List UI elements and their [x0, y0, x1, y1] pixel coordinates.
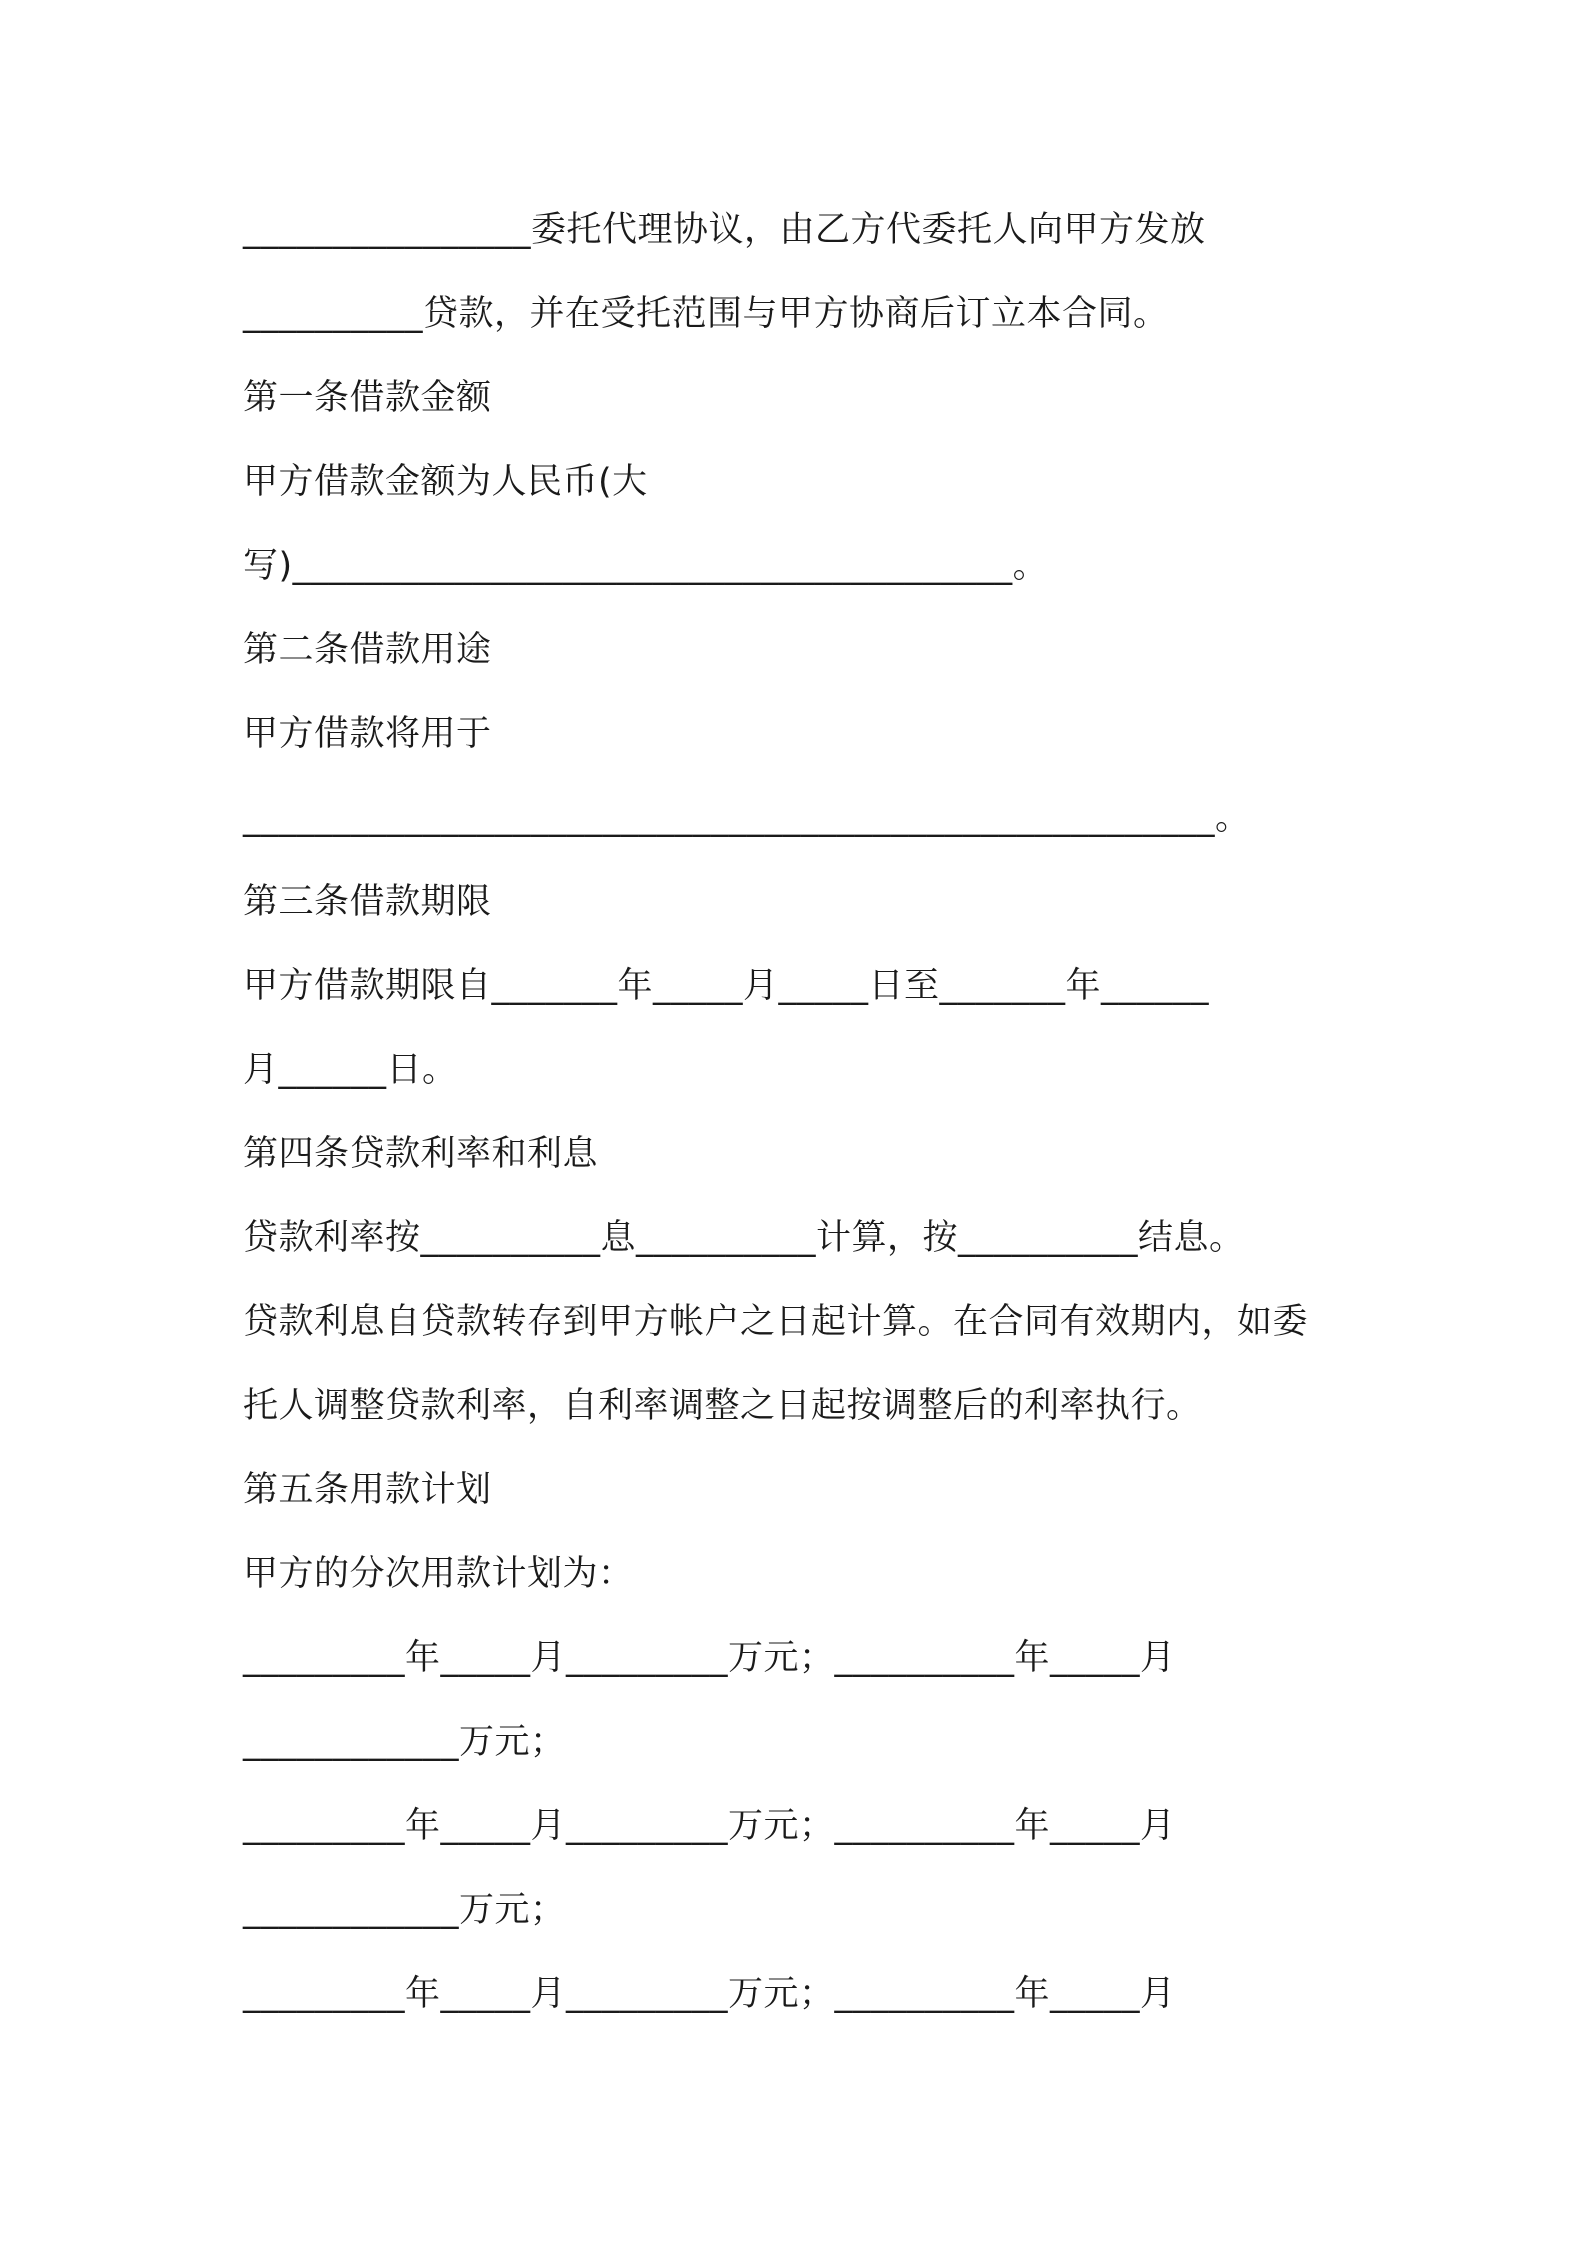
article-5-plan-line-5: _________年_____月_________万元；__________年_____月	[243, 1974, 1176, 2014]
article-1-body-1: 甲方借款金额为人民币(大	[243, 462, 648, 502]
article-5-plan-line-2: ____________万元；	[243, 1722, 566, 1762]
article-1-heading: 第一条借款金额	[243, 378, 492, 418]
article-4-body-2: 贷款利息自贷款转存到甲方帐户之日起计算。在合同有效期内，如委	[243, 1302, 1309, 1342]
article-5-plan-line-4: ____________万元；	[243, 1890, 566, 1930]
article-3-body-2: 月______日。	[243, 1050, 458, 1090]
article-2-heading: 第二条借款用途	[243, 630, 492, 670]
article-5-plan-line-3: _________年_____月_________万元；__________年_____月	[243, 1806, 1176, 1846]
article-4-body-3: 托人调整贷款利率，自利率调整之日起按调整后的利率执行。	[243, 1386, 1202, 1426]
article-1-body-2: 写)________________________________________。	[243, 546, 1049, 586]
article-3-body-1: 甲方借款期限自_______年_____月_____日至_______年______	[243, 966, 1210, 1006]
text-line-intro-2: __________贷款，并在受托范围与甲方协商后订立本合同。	[243, 294, 1169, 334]
article-2-body-1: 甲方借款将用于	[243, 714, 492, 754]
article-5-plan-line-1: _________年_____月_________万元；__________年_____月	[243, 1638, 1176, 1678]
article-2-body-2: ______________________________________________________。	[243, 798, 1251, 838]
article-4-body-1: 贷款利率按__________息__________计算，按__________结息。	[243, 1218, 1245, 1258]
article-5-heading: 第五条用款计划	[243, 1470, 492, 1510]
article-3-heading: 第三条借款期限	[243, 882, 492, 922]
text-line-intro-1: ________________委托代理协议，由乙方代委托人向甲方发放	[243, 210, 1206, 250]
article-4-heading: 第四条贷款利率和利息	[243, 1134, 599, 1174]
article-5-body-intro: 甲方的分次用款计划为：	[243, 1554, 634, 1594]
